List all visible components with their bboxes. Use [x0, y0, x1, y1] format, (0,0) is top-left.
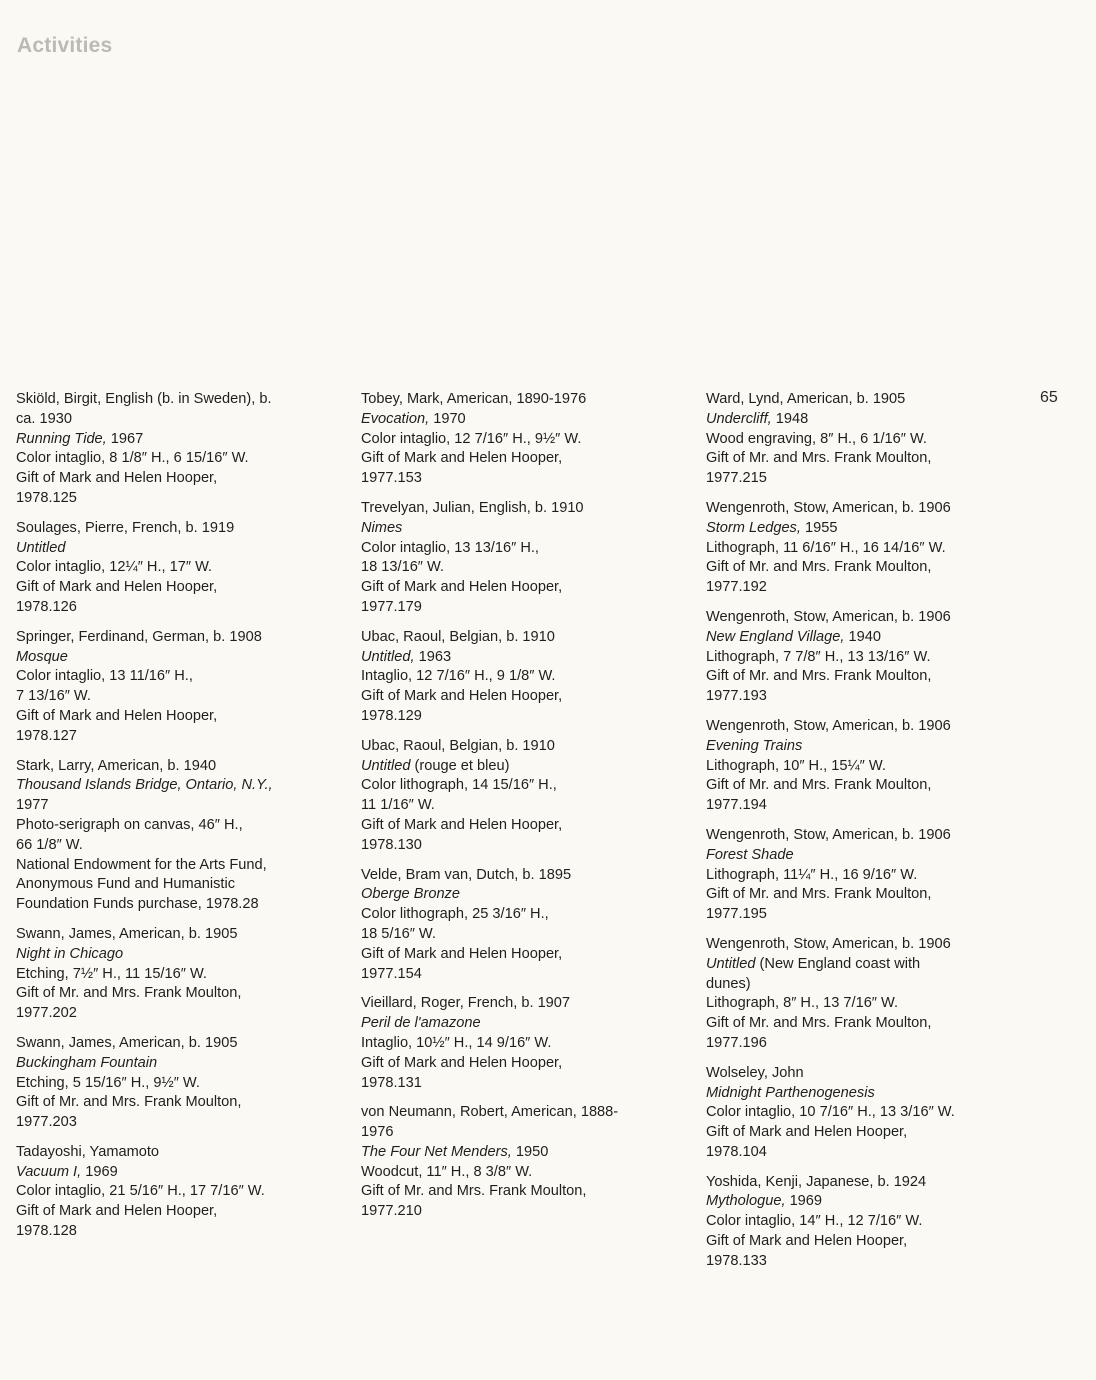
entry-text: 1978.130 — [361, 836, 422, 853]
entry-line — [706, 1064, 1006, 1084]
entry-line — [361, 737, 661, 757]
entry-text: Woodcut, 11″ H., 8 3/8″ W. — [361, 1163, 533, 1180]
entry-line — [361, 1034, 661, 1054]
entry-line — [706, 757, 1006, 777]
entry-text: 1963 — [414, 648, 452, 665]
entry-text: Gift of Mark and Helen Hooper, — [361, 450, 563, 467]
catalog-entry — [16, 1143, 316, 1242]
entry-line — [16, 984, 316, 1004]
artwork-title: Untitled — [16, 539, 66, 556]
entry-line — [361, 1143, 661, 1163]
entry-text: Tobey, Mark, American, 1890-1976 — [361, 391, 587, 407]
entry-line — [706, 519, 1006, 539]
entry-text: Yoshida, Kenji, Japanese, b. 1924 — [706, 1173, 927, 1190]
entry-text: 1977.154 — [361, 965, 422, 982]
entry-text: 1977.195 — [706, 906, 767, 923]
entry-text: 1969 — [785, 1193, 823, 1210]
artwork-title: Buckingham Fountain — [16, 1054, 158, 1071]
catalog-entry — [16, 628, 316, 747]
entry-line — [361, 1202, 661, 1222]
entry-line — [361, 449, 661, 469]
entry-line — [706, 608, 1006, 628]
entry-line — [361, 776, 661, 796]
entry-text: Gift of Mark and Helen Hooper, — [706, 1233, 908, 1250]
entry-line — [361, 1123, 661, 1143]
artwork-title: Mythologue, — [706, 1193, 786, 1210]
entry-text: 1978.127 — [16, 727, 77, 744]
entry-text: Ubac, Raoul, Belgian, b. 1910 — [361, 628, 555, 645]
entry-text: Swann, James, American, b. 1905 — [16, 925, 238, 942]
entry-line — [361, 469, 661, 489]
entry-line — [706, 796, 1006, 816]
entry-text: 11 1/16″ W. — [361, 797, 435, 814]
catalog-entry — [706, 1064, 1006, 1163]
entry-line — [361, 866, 661, 886]
entry-line — [16, 1143, 316, 1163]
page-number: 65 — [1040, 389, 1058, 406]
entry-line — [16, 757, 316, 777]
entry-text: Springer, Ferdinand, German, b. 1908 — [16, 628, 262, 645]
entry-text: Color intaglio, 12 7/16″ H., 9½″ W. — [361, 430, 582, 447]
entry-line — [361, 1103, 661, 1123]
entry-text: 1978.104 — [706, 1143, 767, 1160]
entry-line — [706, 935, 1006, 955]
entry-text: 1950 — [511, 1143, 549, 1160]
entry-line — [361, 539, 661, 559]
entry-line — [16, 1222, 316, 1242]
entry-text: 7 13/16″ W. — [16, 688, 91, 705]
artwork-title: Night in Chicago — [16, 945, 124, 962]
entry-text: Wolseley, John — [706, 1064, 804, 1081]
entry-line — [361, 757, 661, 777]
artwork-title: Forest Shade — [706, 846, 794, 863]
entry-text: Etching, 7½″ H., 11 15/16″ W. — [16, 965, 207, 982]
entry-text: Trevelyan, Julian, English, b. 1910 — [361, 499, 584, 516]
artwork-title: New England Village, — [706, 628, 845, 645]
entry-line — [16, 410, 316, 430]
entry-line — [16, 856, 316, 876]
entry-text: 1977.153 — [361, 470, 422, 487]
entry-line — [361, 796, 661, 816]
entry-line — [16, 965, 316, 985]
entry-line — [706, 905, 1006, 925]
entry-text: 1977 — [16, 797, 49, 814]
entry-line — [16, 449, 316, 469]
entry-text: Color intaglio, 13 11/16″ H., — [16, 668, 193, 685]
entry-text: Gift of Mark and Helen Hooper, — [16, 1203, 218, 1220]
entry-line — [706, 1014, 1006, 1034]
entry-line — [706, 975, 1006, 995]
entry-text: Gift of Mr. and Mrs. Frank Moulton, — [16, 985, 242, 1002]
entry-line — [361, 578, 661, 598]
entry-line — [706, 469, 1006, 489]
entry-line — [16, 539, 316, 559]
artwork-title: Undercliff, — [706, 410, 772, 427]
entry-text: 1977.196 — [706, 1034, 767, 1051]
entry-text: Lithograph, 11¼″ H., 16 9/16″ W. — [706, 866, 918, 883]
entry-line — [706, 410, 1006, 430]
entry-line — [361, 816, 661, 836]
entry-line — [16, 836, 316, 856]
catalog-entry — [706, 608, 1006, 707]
entry-line — [16, 598, 316, 618]
entry-line — [706, 1173, 1006, 1193]
page-header-title: Activities — [17, 34, 113, 57]
catalog-entry — [361, 499, 661, 618]
entry-line — [16, 707, 316, 727]
entry-text: Swann, James, American, b. 1905 — [16, 1034, 238, 1051]
entry-text: (New England coast with — [755, 955, 921, 972]
entry-line — [16, 816, 316, 836]
entry-text: 1978.129 — [361, 707, 422, 724]
entry-line — [361, 1054, 661, 1074]
entry-text: Color intaglio, 13 13/16″ H., — [361, 539, 539, 556]
entry-line — [706, 1252, 1006, 1272]
entry-text: Lithograph, 7 7/8″ H., 13 13/16″ W. — [706, 648, 931, 665]
entry-line — [361, 836, 661, 856]
entry-text: 1977.193 — [706, 688, 767, 705]
entry-line — [16, 578, 316, 598]
entry-line — [706, 648, 1006, 668]
entry-line — [16, 796, 316, 816]
entry-line — [16, 727, 316, 747]
artwork-title: Oberge Bronze — [361, 886, 460, 903]
entry-line — [706, 737, 1006, 757]
entry-text: Gift of Mr. and Mrs. Frank Moulton, — [706, 450, 932, 467]
entry-line — [361, 648, 661, 668]
entry-line — [361, 1074, 661, 1094]
entry-text: Color lithograph, 25 3/16″ H., — [361, 906, 549, 923]
artwork-title: Mosque — [16, 648, 68, 665]
catalog-entry — [706, 390, 1006, 489]
artwork-title: The Four Net Menders, — [361, 1143, 512, 1160]
artwork-title: Untitled — [706, 955, 756, 972]
entry-text: Gift of Mark and Helen Hooper, — [16, 470, 218, 487]
entry-line — [706, 717, 1006, 737]
entry-text: 1976 — [361, 1124, 394, 1141]
entry-text: Gift of Mark and Helen Hooper, — [361, 579, 563, 596]
entry-line — [16, 895, 316, 915]
entry-line — [706, 558, 1006, 578]
catalog-column-2 — [361, 390, 661, 1232]
artwork-title: Nimes — [361, 519, 403, 536]
catalog-entry — [16, 519, 316, 618]
entry-line — [16, 925, 316, 945]
entry-text: 1977.215 — [706, 470, 767, 487]
entry-line — [16, 1004, 316, 1024]
entry-line — [706, 1192, 1006, 1212]
catalog-entry — [16, 925, 316, 1024]
entry-line — [706, 1034, 1006, 1054]
entry-line — [706, 1212, 1006, 1232]
entry-text: Gift of Mark and Helen Hooper, — [16, 707, 218, 724]
entry-line — [361, 885, 661, 905]
entry-line — [361, 430, 661, 450]
entry-line — [706, 955, 1006, 975]
entry-line — [706, 776, 1006, 796]
entry-line — [16, 776, 316, 796]
entry-text: 1978.131 — [361, 1074, 422, 1091]
artwork-title: Peril de l'amazone — [361, 1015, 481, 1032]
entry-line — [706, 667, 1006, 687]
entry-text: 1977.210 — [361, 1203, 422, 1220]
entry-line — [16, 648, 316, 668]
entry-text: 1969 — [81, 1163, 118, 1180]
entry-text: ca. 1930 — [16, 410, 72, 427]
entry-line — [361, 707, 661, 727]
entry-text: National Endowment for the Arts Fund, — [16, 856, 267, 873]
entry-line — [361, 628, 661, 648]
entry-line — [706, 1103, 1006, 1123]
entry-text: Gift of Mark and Helen Hooper, — [361, 1054, 563, 1071]
entry-text: Color intaglio, 10 7/16″ H., 13 3/16″ W. — [706, 1104, 955, 1121]
entry-text: 1977.194 — [706, 797, 767, 814]
entry-line — [361, 558, 661, 578]
entry-text: 66 1/8″ W. — [16, 836, 83, 853]
catalog-entry — [16, 1034, 316, 1133]
entry-line — [16, 489, 316, 509]
entry-text: 1978.125 — [16, 489, 77, 506]
entry-line — [361, 945, 661, 965]
catalog-entry — [706, 499, 1006, 598]
entry-text: Wood engraving, 8″ H., 6 1/16″ W. — [706, 430, 927, 447]
entry-text: Gift of Mark and Helen Hooper, — [361, 945, 563, 962]
entry-line — [361, 390, 661, 410]
artwork-title: Untitled — [361, 757, 411, 774]
catalog-entry — [706, 935, 1006, 1054]
entry-line — [361, 667, 661, 687]
entry-text: 1940 — [844, 628, 881, 645]
entry-line — [16, 687, 316, 707]
entry-text: Wengenroth, Stow, American, b. 1906 — [706, 608, 951, 625]
entry-line — [16, 1034, 316, 1054]
catalog-entry — [361, 628, 661, 727]
entry-text: 1977.202 — [16, 1005, 77, 1022]
catalog-entry — [361, 866, 661, 985]
entry-line — [706, 885, 1006, 905]
entry-text: Gift of Mr. and Mrs. Frank Moulton, — [706, 1015, 932, 1032]
entry-line — [361, 965, 661, 985]
entry-text: Ubac, Raoul, Belgian, b. 1910 — [361, 737, 555, 754]
entry-text: Lithograph, 8″ H., 13 7/16″ W. — [706, 995, 899, 1012]
entry-text: Gift of Mr. and Mrs. Frank Moulton, — [706, 559, 932, 576]
entry-line — [706, 430, 1006, 450]
entry-text: von Neumann, Robert, American, 1888- — [361, 1104, 619, 1121]
entry-line — [361, 905, 661, 925]
entry-text: 1978.128 — [16, 1223, 77, 1240]
artwork-title: Vacuum I, — [16, 1163, 82, 1180]
entry-line — [16, 1074, 316, 1094]
entry-text: Lithograph, 11 6/16″ H., 16 14/16″ W. — [706, 539, 946, 556]
entry-line — [706, 846, 1006, 866]
artwork-title: Thousand Islands Bridge, Ontario, N.Y., — [16, 777, 273, 794]
catalog-entry — [361, 994, 661, 1093]
entry-line — [16, 945, 316, 965]
entry-line — [361, 499, 661, 519]
entry-text: 1978.133 — [706, 1252, 767, 1269]
entry-text: 18 13/16″ W. — [361, 559, 445, 576]
entry-text: Intaglio, 10½″ H., 14 9/16″ W. — [361, 1034, 552, 1051]
entry-text: Gift of Mr. and Mrs. Frank Moulton, — [706, 777, 932, 794]
entry-text: Vieillard, Roger, French, b. 1907 — [361, 995, 571, 1012]
entry-line — [706, 866, 1006, 886]
catalog-entry — [706, 826, 1006, 925]
entry-text: Photo-serigraph on canvas, 46″ H., — [16, 816, 243, 833]
entry-text: 18 5/16″ W. — [361, 925, 436, 942]
entry-line — [16, 628, 316, 648]
entry-text: Wengenroth, Stow, American, b. 1906 — [706, 499, 951, 516]
catalog-entry — [361, 737, 661, 856]
entry-text: Gift of Mr. and Mrs. Frank Moulton, — [361, 1183, 587, 1200]
entry-line — [361, 994, 661, 1014]
entry-line — [361, 1014, 661, 1034]
entry-text: Color intaglio, 21 5/16″ H., 17 7/16″ W. — [16, 1183, 265, 1200]
entry-line — [706, 578, 1006, 598]
entry-line — [16, 430, 316, 450]
entry-line — [706, 449, 1006, 469]
entry-text: Color intaglio, 12¼″ H., 17″ W. — [16, 559, 213, 576]
entry-text: 1977.179 — [361, 598, 422, 615]
entry-line — [706, 994, 1006, 1014]
entry-text: Wengenroth, Stow, American, b. 1906 — [706, 935, 951, 952]
entry-line — [16, 1182, 316, 1202]
entry-text: Gift of Mr. and Mrs. Frank Moulton, — [16, 1094, 242, 1111]
entry-text: Gift of Mark and Helen Hooper, — [361, 688, 563, 705]
entry-text: Color intaglio, 8 1/8″ H., 6 15/16″ W. — [16, 450, 249, 467]
entry-line — [16, 1113, 316, 1133]
entry-line — [361, 410, 661, 430]
entry-line — [16, 519, 316, 539]
entry-text: Ward, Lynd, American, b. 1905 — [706, 391, 906, 407]
entry-line — [16, 1163, 316, 1183]
entry-line — [706, 1232, 1006, 1252]
entry-line — [706, 1143, 1006, 1163]
entry-text: Velde, Bram van, Dutch, b. 1895 — [361, 866, 572, 883]
catalog-entry — [706, 1173, 1006, 1272]
entry-text: Stark, Larry, American, b. 1940 — [16, 757, 217, 774]
entry-text: dunes) — [706, 975, 751, 992]
entry-line — [361, 598, 661, 618]
artwork-title: Storm Ledges, — [706, 519, 801, 536]
entry-text: Foundation Funds purchase, 1978.28 — [16, 896, 259, 913]
entry-text: Color lithograph, 14 15/16″ H., — [361, 777, 557, 794]
entry-line — [706, 826, 1006, 846]
artwork-title: Running Tide, — [16, 430, 107, 447]
entry-text: 1977.203 — [16, 1114, 77, 1131]
entry-line — [706, 539, 1006, 559]
artwork-title: Evocation, — [361, 410, 430, 427]
entry-text: Gift of Mark and Helen Hooper, — [361, 816, 563, 833]
entry-line — [361, 687, 661, 707]
entry-line — [16, 1054, 316, 1074]
artwork-title: Evening Trains — [706, 737, 803, 754]
entry-line — [361, 925, 661, 945]
entry-text: 1978.126 — [16, 598, 77, 615]
entry-text: Gift of Mr. and Mrs. Frank Moulton, — [706, 886, 932, 903]
entry-text: Skiöld, Birgit, English (b. in Sweden), b. — [16, 391, 272, 407]
entry-line — [706, 499, 1006, 519]
entry-text: Gift of Mr. and Mrs. Frank Moulton, — [706, 668, 932, 685]
entry-line — [361, 519, 661, 539]
catalog-entry — [361, 390, 661, 489]
entry-text: Wengenroth, Stow, American, b. 1906 — [706, 717, 951, 734]
artwork-title: Midnight Parthenogenesis — [706, 1084, 875, 1101]
entry-text: Intaglio, 12 7/16″ H., 9 1/8″ W. — [361, 668, 556, 685]
entry-text: Etching, 5 15/16″ H., 9½″ W. — [16, 1074, 200, 1091]
entry-text: Soulages, Pierre, French, b. 1919 — [16, 519, 235, 536]
entry-text: Color intaglio, 14″ H., 12 7/16″ W. — [706, 1213, 923, 1230]
artwork-title: Untitled, — [361, 648, 415, 665]
catalog-column-3 — [706, 390, 1006, 1282]
catalog-entry — [706, 717, 1006, 816]
entry-text: Wengenroth, Stow, American, b. 1906 — [706, 826, 951, 843]
entry-line — [361, 1163, 661, 1183]
entry-line — [706, 1123, 1006, 1143]
entry-line — [706, 390, 1006, 410]
entry-text: 1967 — [106, 430, 144, 447]
entry-line — [361, 1182, 661, 1202]
entry-line — [16, 1202, 316, 1222]
entry-text: 1955 — [800, 519, 838, 536]
entry-text: 1977.192 — [706, 579, 767, 596]
entry-text: (rouge et bleu) — [410, 757, 510, 774]
entry-line — [16, 390, 316, 410]
entry-text: Tadayoshi, Yamamoto — [16, 1143, 160, 1160]
entry-text: Gift of Mark and Helen Hooper, — [16, 579, 218, 596]
entry-line — [16, 558, 316, 578]
entry-line — [16, 875, 316, 895]
entry-text: Lithograph, 10″ H., 15¼″ W. — [706, 757, 886, 774]
catalog-column-1 — [16, 390, 316, 1252]
entry-line — [706, 687, 1006, 707]
entry-text: Gift of Mark and Helen Hooper, — [706, 1124, 908, 1141]
entry-text: 1948 — [771, 410, 809, 427]
catalog-entry — [361, 1103, 661, 1222]
entry-text: Anonymous Fund and Humanistic — [16, 876, 236, 893]
entry-line — [16, 667, 316, 687]
entry-line — [706, 628, 1006, 648]
entry-line — [16, 1093, 316, 1113]
catalog-entry — [16, 390, 316, 509]
entry-line — [706, 1084, 1006, 1104]
catalog-entry — [16, 757, 316, 915]
entry-line — [16, 469, 316, 489]
entry-text: 1970 — [429, 410, 466, 427]
